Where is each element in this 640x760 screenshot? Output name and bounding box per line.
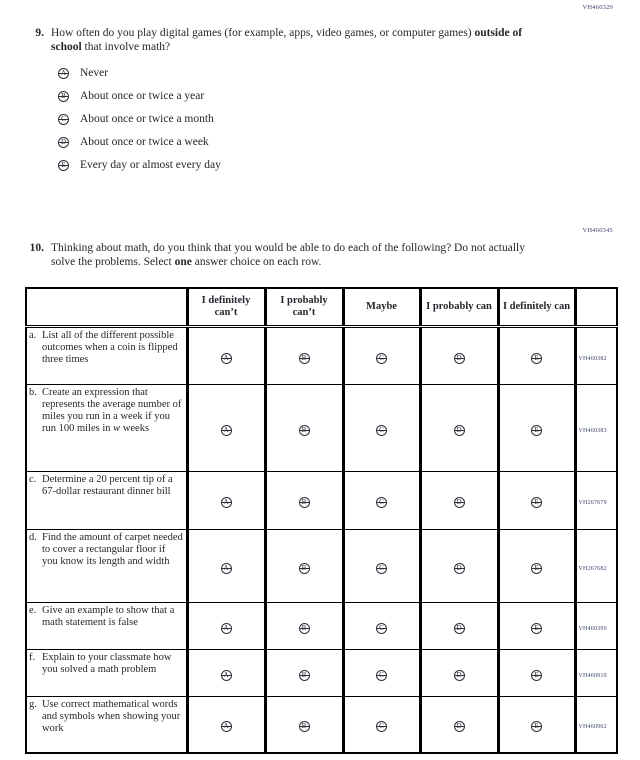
row-code-cell: [575, 471, 617, 529]
answer-bubble-d[interactable]: D: [454, 353, 465, 364]
answer-cell: [343, 326, 420, 384]
answer-cell: [498, 649, 575, 696]
answer-bubble-a[interactable]: A: [58, 68, 69, 79]
answer-cell: [265, 384, 343, 471]
answer-bubble-e[interactable]: E: [531, 623, 542, 634]
answer-bubble-d[interactable]: D: [454, 425, 465, 436]
answer-bubble-b[interactable]: B: [299, 425, 310, 436]
row-letter: c.: [29, 473, 37, 485]
row-label: Find the amount of carpet needed to cover a rectangular floor if you know its length and width: [42, 531, 183, 567]
row-label-cell: [26, 529, 187, 602]
row-code-cell: [575, 529, 617, 602]
answer-bubble-e[interactable]: E: [531, 563, 542, 574]
option-label: Never: [80, 67, 109, 79]
row-label-cell: [26, 384, 187, 471]
table-header: [26, 288, 617, 326]
answer-cell: [265, 326, 343, 384]
answer-bubble-a[interactable]: A: [221, 623, 232, 634]
column-header: Maybe: [343, 288, 420, 326]
row-letter: a.: [29, 329, 37, 341]
answer-cell: [265, 471, 343, 529]
answer-bubble-b[interactable]: B: [299, 670, 310, 681]
answer-bubble-e[interactable]: E: [531, 721, 542, 732]
row-label-cell: [26, 326, 187, 384]
code-column-header: [575, 288, 617, 326]
row-label-cell: [26, 471, 187, 529]
answer-bubble-a[interactable]: A: [221, 425, 232, 436]
answer-bubble-c[interactable]: C: [376, 425, 387, 436]
table-row-b: [26, 384, 617, 471]
answer-bubble-d[interactable]: D: [454, 497, 465, 508]
question-10-text: Thinking about math, do you think that you would be able to do each of the following? Do not actually solve the problems. Select one answer choice on each row.: [51, 242, 525, 268]
answer-cell: [187, 696, 265, 753]
row-code: VH460399: [578, 625, 607, 632]
column-header: I probably can’t: [265, 288, 343, 326]
answer-bubble-c[interactable]: C: [58, 114, 69, 125]
answer-cell: [343, 649, 420, 696]
answer-bubble-c[interactable]: C: [376, 353, 387, 364]
answer-cell: [498, 602, 575, 649]
answer-bubble-c[interactable]: C: [376, 497, 387, 508]
question-9-option-d: [58, 136, 529, 149]
question-9-options: [51, 67, 529, 172]
row-label: Give an example to show that a math statement is false: [42, 604, 175, 628]
answer-cell: [265, 602, 343, 649]
row-code: VH460910: [578, 672, 607, 679]
question-9-option-b: [58, 90, 529, 103]
table-row-g: [26, 696, 617, 753]
answer-cell: [420, 529, 498, 602]
answer-cell: [420, 384, 498, 471]
answer-cell: [265, 696, 343, 753]
question-10: [24, 241, 551, 269]
question-10-number: 10.: [29, 242, 44, 254]
answer-bubble-d[interactable]: D: [454, 563, 465, 574]
answer-bubble-d[interactable]: D: [454, 670, 465, 681]
row-letter: b.: [29, 386, 37, 398]
row-label: Use correct mathematical words and symbols when showing your work: [42, 698, 181, 734]
question-9-number: 9.: [35, 27, 44, 39]
row-letter: d.: [29, 531, 37, 543]
row-code: VH267679: [578, 500, 607, 506]
answer-bubble-e[interactable]: E: [531, 670, 542, 681]
table-row-a: [26, 326, 617, 384]
answer-cell: [498, 326, 575, 384]
row-code-cell: [575, 326, 617, 384]
answer-cell: [187, 529, 265, 602]
row-code: VH460383: [578, 427, 607, 434]
answer-cell: [498, 384, 575, 471]
answer-bubble-d[interactable]: D: [454, 623, 465, 634]
answer-cell: [343, 696, 420, 753]
answer-bubble-b[interactable]: B: [299, 563, 310, 574]
answer-cell: [420, 649, 498, 696]
answer-bubble-e[interactable]: E: [58, 160, 69, 171]
answer-bubble-b[interactable]: B: [299, 497, 310, 508]
table-row-e: [26, 602, 617, 649]
row-label: List all of the different possible outcomes when a coin is flipped three times: [42, 329, 178, 365]
row-label: Explain to your classmate how you solved a math problem: [42, 651, 172, 675]
row-label-cell: [26, 696, 187, 753]
answer-cell: [420, 602, 498, 649]
answer-cell: [265, 649, 343, 696]
answer-bubble-e[interactable]: E: [531, 497, 542, 508]
table-row-c: [26, 471, 617, 529]
answer-bubble-c[interactable]: C: [376, 721, 387, 732]
column-header: I definitely can’t: [187, 288, 265, 326]
row-code-cell: [575, 602, 617, 649]
row-code: VH267682: [578, 565, 607, 572]
option-label: About once or twice a week: [80, 136, 209, 148]
table-corner-cell: [26, 288, 187, 326]
answer-cell: [498, 471, 575, 529]
question-10-code: VH460345: [582, 227, 613, 234]
answer-cell: [187, 649, 265, 696]
answer-cell: [420, 696, 498, 753]
answer-bubble-e[interactable]: E: [531, 353, 542, 364]
answer-cell: [498, 529, 575, 602]
answer-cell: [265, 529, 343, 602]
answer-cell: [420, 326, 498, 384]
row-code-cell: [575, 384, 617, 471]
row-code-cell: [575, 649, 617, 696]
answer-bubble-a[interactable]: A: [221, 721, 232, 732]
question-9: [30, 26, 529, 182]
column-header: I probably can: [420, 288, 498, 326]
answer-bubble-c[interactable]: C: [376, 670, 387, 681]
table-row-d: [26, 529, 617, 602]
column-header: I definitely can: [498, 288, 575, 326]
answer-bubble-d[interactable]: D: [454, 721, 465, 732]
row-letter: e.: [29, 604, 37, 616]
answer-bubble-b[interactable]: B: [299, 623, 310, 634]
answer-bubble-c[interactable]: C: [376, 563, 387, 574]
answer-bubble-b[interactable]: B: [299, 721, 310, 732]
answer-bubble-b[interactable]: B: [299, 353, 310, 364]
row-letter: f.: [29, 651, 36, 663]
question-9-option-c: [58, 113, 529, 126]
answer-cell: [498, 696, 575, 753]
table-header-row: [26, 288, 617, 326]
question-9-text: How often do you play digital games (for example, apps, video games, or computer games) outside of school that involve math?: [51, 27, 523, 53]
row-label: Create an expression that represents the average number of miles you run in a week if you run 100 miles in w weeks: [42, 386, 182, 434]
table-row-f: [26, 649, 617, 696]
row-letter: g.: [29, 698, 37, 710]
answer-cell: [343, 602, 420, 649]
answer-bubble-a[interactable]: A: [221, 563, 232, 574]
answer-cell: [343, 471, 420, 529]
option-label: About once or twice a month: [80, 113, 214, 125]
answer-cell: [343, 384, 420, 471]
answer-cell: [420, 471, 498, 529]
row-code: VH460902: [578, 724, 607, 731]
answer-cell: [187, 326, 265, 384]
row-label: Determine a 20 percent tip of a 67-dollar restaurant dinner bill: [42, 473, 173, 497]
option-label: Every day or almost every day: [80, 159, 221, 171]
page-accession-code: VH460329: [582, 4, 613, 11]
row-code: VH460382: [578, 355, 607, 362]
row-label-cell: [26, 649, 187, 696]
question-9-option-a: [58, 67, 529, 80]
answer-bubble-a[interactable]: A: [221, 670, 232, 681]
answer-bubble-e[interactable]: E: [531, 425, 542, 436]
answer-bubble-c[interactable]: C: [376, 623, 387, 634]
answer-bubble-a[interactable]: A: [221, 353, 232, 364]
answer-cell: [187, 602, 265, 649]
answer-cell: [187, 471, 265, 529]
answer-bubble-d[interactable]: D: [58, 137, 69, 148]
answer-cell: [343, 529, 420, 602]
table-body: [26, 326, 617, 753]
answer-bubble-a[interactable]: A: [221, 497, 232, 508]
answer-cell: [187, 384, 265, 471]
row-label-cell: [26, 602, 187, 649]
question-10-answer-table: [25, 287, 618, 754]
option-label: About once or twice a year: [80, 90, 205, 102]
answer-bubble-b[interactable]: B: [58, 91, 69, 102]
question-9-option-e: [58, 159, 529, 172]
row-code-cell: [575, 696, 617, 753]
